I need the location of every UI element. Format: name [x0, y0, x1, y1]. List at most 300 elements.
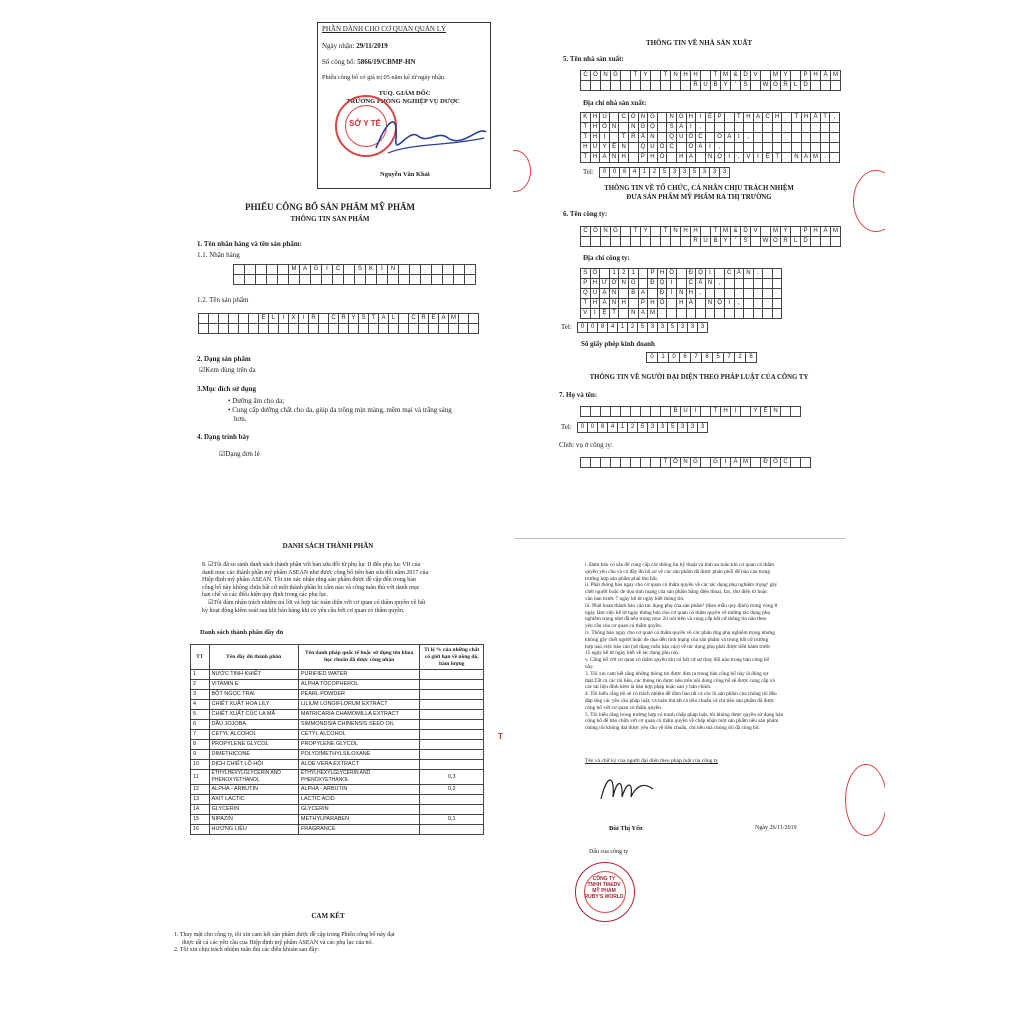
page-edge-seal: [845, 764, 885, 836]
char-box: O: [771, 236, 781, 247]
clause-line: trường hợp sản phẩm phải thu hồi.: [585, 575, 659, 582]
ingredient-inci: LACTIC ACID: [298, 795, 420, 805]
clause-line: này.: [585, 663, 594, 670]
clause-line: iv. Thông báo ngay cho cơ quan có thẩm quyền về các phản ứng phụ nghiêm trọng nhưng: [585, 629, 775, 636]
char-box: G: [711, 457, 721, 468]
char-box: Ọ: [648, 122, 658, 133]
char-box: S: [355, 264, 366, 275]
char-box: Q: [581, 288, 591, 299]
char-box: U: [701, 80, 711, 91]
ingredient-index: 15: [191, 815, 210, 825]
char-box: [601, 457, 611, 468]
char-box: P: [639, 298, 649, 309]
char-box: À: [600, 298, 610, 309]
page-ingredients: [150, 512, 506, 1024]
char-box: [459, 323, 469, 334]
char-box: [322, 274, 333, 285]
ingredient-inci: CETYL ALCOHOL: [298, 730, 420, 740]
char-box: T: [631, 226, 641, 237]
char-box: [309, 323, 319, 334]
char-box: V: [581, 308, 591, 319]
char-box: B: [711, 236, 721, 247]
char-box: E: [259, 313, 269, 324]
char-box: H: [681, 70, 691, 81]
ingredient-percent: [420, 740, 484, 750]
ingredient-name: DIMETHICONE: [209, 750, 298, 760]
section-4-value: ☑Dạng đơn lẻ: [219, 450, 260, 458]
char-box: 0: [578, 422, 588, 433]
char-box: Ổ: [671, 457, 681, 468]
representative-heading: THÔNG TIN VỀ NGƯỜI ĐẠI DIỆN THEO PHÁP LUẬT CỦA CÔNG TY: [589, 374, 809, 381]
char-box: N: [619, 142, 629, 153]
clause-line: ii. Phải thông báo ngay cho cơ quan có thẩm quyền về các tác dụng phụ nghiêm trọng¹ gây: [585, 582, 778, 589]
char-box: [611, 80, 621, 91]
char-box: [631, 80, 641, 91]
char-box: I: [754, 152, 764, 163]
char-box: 0: [647, 352, 658, 363]
section-7-label: 7. Họ và tên:: [559, 391, 598, 399]
manufacturer-address-label: Địa chỉ nhà sản xuất:: [583, 99, 647, 107]
char-box: [289, 323, 299, 334]
responsible-heading-1: THÔNG TIN VỀ TỔ CHỨC, CÁ NHÂN CHỊU TRÁCH NHIỆM: [604, 185, 794, 192]
char-box: I: [667, 278, 677, 289]
char-box: [454, 274, 465, 285]
char-box: [581, 80, 591, 91]
char-box: 5: [713, 352, 724, 363]
char-box: A: [439, 313, 449, 324]
char-box: 0: [600, 167, 610, 178]
char-box: R: [781, 236, 791, 247]
char-box: [581, 457, 591, 468]
char-box: I: [299, 313, 309, 324]
char-box: 2: [650, 167, 660, 178]
ingredient-percent: [420, 805, 484, 815]
seal-caption: Dấu của công ty: [589, 849, 629, 855]
ingredient-index: 7: [191, 730, 210, 740]
char-box: Y: [600, 142, 610, 153]
ingredient-inci: FRAGRANCE: [298, 825, 420, 835]
ingredient-row: [191, 750, 484, 760]
char-box: [631, 457, 641, 468]
clause-line: hợp nào,việc báo cáo (sử dụng mẫu báo cáo) về tác dụng phụ phải được tiến hành trước: [585, 643, 771, 650]
manufacturer-box-row-2: [580, 80, 841, 91]
authority-signer: Nguyễn Văn Khải: [380, 171, 430, 178]
char-box: [791, 457, 801, 468]
char-box: [671, 80, 681, 91]
char-box: B: [711, 80, 721, 91]
char-box: H: [687, 112, 697, 123]
char-box: Q: [667, 132, 677, 143]
char-box: C: [581, 226, 591, 237]
char-box: Ố: [591, 268, 601, 279]
char-box: A: [300, 264, 311, 275]
char-box: L: [269, 313, 279, 324]
char-box: I: [696, 112, 706, 123]
char-box: [300, 274, 311, 285]
char-box: N: [744, 268, 754, 279]
char-box: 8: [620, 167, 630, 178]
ingredient-row: [191, 805, 484, 815]
char-box: T: [369, 313, 379, 324]
char-box: [651, 80, 661, 91]
char-box: &: [731, 226, 741, 237]
char-box: ,: [696, 288, 706, 299]
char-box: [256, 274, 267, 285]
char-box: Q: [639, 142, 649, 153]
page-commitment-signature: [515, 524, 885, 1024]
char-box: [667, 152, 677, 163]
char-box: G: [311, 264, 322, 275]
char-box: C: [781, 457, 791, 468]
clause-line: 15 ngày kể từ ngày biết về tác dụng phụ này.: [585, 650, 680, 657]
char-box: Ộ: [715, 298, 725, 309]
char-box: Ẩ: [821, 70, 831, 81]
ingredient-row: [191, 740, 484, 750]
char-box: I: [691, 406, 701, 417]
char-box: H: [591, 278, 601, 289]
char-box: G: [639, 122, 649, 133]
char-box: Ô: [629, 112, 639, 123]
ingredient-row: [191, 700, 484, 710]
char-box: [763, 308, 773, 319]
char-box: Ấ: [696, 278, 706, 289]
char-box: S: [667, 122, 677, 133]
char-box: C: [619, 112, 629, 123]
char-box: 1: [640, 167, 650, 178]
char-box: [735, 308, 745, 319]
validity-note: Phiếu công bố có giá trị 05 năm kể từ ngày nhận.: [322, 74, 446, 81]
char-box: B: [629, 288, 639, 299]
char-box: Ố: [771, 457, 781, 468]
char-box: [741, 406, 751, 417]
char-box: T: [661, 226, 671, 237]
char-box: [751, 236, 761, 247]
char-box: 8: [746, 352, 757, 363]
char-box: S: [741, 236, 751, 247]
char-box: Ệ: [706, 112, 716, 123]
char-box: ,: [696, 122, 706, 133]
char-box: M: [648, 308, 658, 319]
char-box: Y: [751, 406, 761, 417]
char-box: 1: [658, 352, 669, 363]
char-box: Ấ: [811, 112, 821, 123]
section-4-heading: 4. Dạng trình bày: [197, 433, 250, 441]
char-box: Ị: [731, 406, 741, 417]
ingredient-percent: [420, 670, 484, 680]
company-address-label: Địa chỉ công ty:: [583, 254, 630, 262]
ingredient-name: PROPYLENE GLYCOL: [209, 740, 298, 750]
char-box: M: [831, 70, 841, 81]
char-box: L: [791, 236, 801, 247]
char-box: [681, 80, 691, 91]
char-box: 2: [628, 422, 638, 433]
char-box: [421, 274, 432, 285]
char-box: Ệ: [600, 308, 610, 319]
ingredient-row: [191, 760, 484, 770]
char-box: [377, 274, 388, 285]
ingredient-index: 13: [191, 795, 210, 805]
address-box-row: [580, 152, 840, 163]
char-box: T: [711, 70, 721, 81]
char-box: [681, 236, 691, 247]
char-box: 0: [588, 322, 598, 333]
sign-role-2: TRƯỞNG PHÒNG NGHIỆP VỤ DƯỢC: [346, 98, 460, 105]
ingredient-inci: ALPHA TOCOPHEROL: [298, 680, 420, 690]
char-box: [701, 457, 711, 468]
section-5-label: 5. Tên nhà sản xuất:: [563, 55, 624, 63]
ingredient-row: [191, 785, 484, 795]
char-box: I: [377, 264, 388, 275]
char-box: H: [591, 122, 601, 133]
char-box: N: [610, 288, 620, 299]
char-box: H: [619, 298, 629, 309]
ingredient-index: 9: [191, 750, 210, 760]
char-box: 3: [698, 322, 708, 333]
char-box: M: [771, 226, 781, 237]
ingredient-inci: PROPYLENE GLYCOL: [298, 740, 420, 750]
char-box: T: [581, 132, 591, 143]
char-box: T: [735, 112, 745, 123]
char-box: Đ: [648, 278, 658, 289]
char-box: N: [388, 264, 399, 275]
char-box: N: [601, 226, 611, 237]
char-box: H: [677, 152, 687, 163]
char-box: [621, 80, 631, 91]
char-box: P: [715, 112, 725, 123]
char-box: [641, 406, 651, 417]
license-boxes: [646, 352, 757, 363]
char-box: [581, 406, 591, 417]
char-box: P: [639, 152, 649, 163]
char-box: [319, 323, 329, 334]
ingredient-inci: PURIFIED WATER: [298, 670, 420, 680]
char-box: [661, 406, 671, 417]
char-box: N: [681, 457, 691, 468]
clause-line: công bố để bào chữa với cơ quan có thẩm quyền về chấp nhận một sản phẩm nếu sản phẩm: [585, 718, 779, 725]
char-box: [641, 457, 651, 468]
char-box: [199, 323, 209, 334]
char-box: À: [687, 152, 697, 163]
char-box: [621, 406, 631, 417]
char-box: Y: [721, 80, 731, 91]
char-box: Á: [677, 122, 687, 133]
ingredient-name: NIPAZIN: [209, 815, 298, 825]
char-box: M: [771, 70, 781, 81]
char-box: T: [711, 406, 721, 417]
char-box: 5: [660, 167, 670, 178]
char-box: [744, 308, 754, 319]
char-box: I: [706, 142, 716, 153]
char-box: N: [792, 152, 802, 163]
ingredient-name: DẦU JOJOBA: [209, 720, 298, 730]
char-box: ': [731, 236, 741, 247]
char-box: I: [735, 132, 745, 143]
char-box: [631, 236, 641, 247]
char-box: I: [706, 268, 716, 279]
char-box: Ệ: [763, 152, 773, 163]
ingredient-table: [190, 644, 484, 835]
char-box: I: [322, 264, 333, 275]
char-box: I: [591, 308, 601, 319]
col-percent: Tỉ lệ % của những chất có giới hạn về nồng độ, hàm lượng: [420, 645, 484, 670]
char-box: Ộ: [715, 152, 725, 163]
ingredient-name: ETHYLHEXYLGLYCERIN AND PHENOXYETHANOL: [209, 770, 298, 785]
char-box: [439, 323, 449, 334]
char-box: 3: [710, 167, 720, 178]
char-box: A: [639, 288, 649, 299]
char-box: N: [706, 278, 716, 289]
manufacturer-heading: THÔNG TIN VỀ NHÀ SẢN XUẤT: [645, 39, 753, 47]
char-box: C: [333, 264, 344, 275]
position-boxes: [580, 457, 811, 468]
ingredient-inci: SIMMONDSIA CHINENSIS SEED OIL: [298, 720, 420, 730]
ingredient-name: NƯỚC TINH KHIẾT: [209, 670, 298, 680]
char-box: 3: [678, 422, 688, 433]
char-box: N: [706, 298, 716, 309]
char-box: U: [591, 288, 601, 299]
char-box: [651, 236, 661, 247]
char-box: [754, 308, 764, 319]
char-box: Ỹ: [781, 70, 791, 81]
company-seal-text: CÔNG TY TNHH TM&DV MỸ PHẨM RUBY'S WORLD: [584, 876, 624, 900]
ingredient-percent: [420, 795, 484, 805]
char-box: C: [409, 313, 419, 324]
char-box: Y: [641, 226, 651, 237]
char-box: [781, 406, 791, 417]
char-box: 3: [658, 422, 668, 433]
ingredient-row: [191, 825, 484, 835]
char-box: Ố: [687, 132, 697, 143]
ingredient-inci: ALPHA - ARBUTIN: [298, 785, 420, 795]
char-box: [339, 323, 349, 334]
char-box: Ì: [667, 288, 677, 299]
char-box: 8: [598, 322, 608, 333]
char-box: [379, 323, 389, 334]
char-box: Ạ: [754, 112, 764, 123]
char-box: [801, 457, 811, 468]
char-box: C: [725, 268, 735, 279]
ingredient-inci: METHYLPARABEN: [298, 815, 420, 825]
char-box: ,: [744, 132, 754, 143]
char-box: N: [601, 70, 611, 81]
char-box: N: [629, 308, 639, 319]
char-box: R: [691, 80, 701, 91]
ingredient-inci: LILIUM LONGIFLORUM EXTRACT: [298, 700, 420, 710]
char-box: [611, 406, 621, 417]
char-box: T: [581, 122, 591, 133]
char-box: [631, 406, 641, 417]
char-box: H: [677, 298, 687, 309]
doc-title: PHIẾU CÔNG BỐ SẢN PHẨM MỸ PHẨM: [245, 202, 415, 212]
char-box: [601, 236, 611, 247]
ingredient-percent: 0,2: [420, 785, 484, 795]
char-box: [344, 274, 355, 285]
ingredient-row: [191, 795, 484, 805]
ingredient-index: 12: [191, 785, 210, 795]
char-box: H: [591, 132, 601, 143]
char-box: [289, 274, 300, 285]
char-box: N: [648, 132, 658, 143]
ingredient-row: [191, 670, 484, 680]
company-tel-boxes: [577, 322, 708, 333]
col-tt: TT: [191, 645, 210, 670]
char-box: [369, 323, 379, 334]
char-box: H: [681, 226, 691, 237]
char-box: Đ: [687, 268, 697, 279]
char-box: V: [751, 226, 761, 237]
char-box: [751, 80, 761, 91]
char-box: Ờ: [610, 278, 620, 289]
number-row: Số công bố: 5866/19/CBMP-HN: [322, 58, 416, 66]
doc-subtitle: THÔNG TIN SẢN PHẨM: [290, 215, 370, 223]
page-manufacturer-info: [513, 0, 885, 510]
char-box: 5: [668, 322, 678, 333]
clause-line: 4. Tôi hiểu rằng tôi sẽ có trách nhiệm để đảm bảo tất cả các lô sản phẩm của chúng tôi đều: [585, 691, 777, 698]
clause-line: quyền yêu cầu và có đầy đủ hồ sơ về các sản phẩm đã được phân phối để báo cáo trong: [585, 568, 770, 575]
char-box: M: [721, 226, 731, 237]
char-box: X: [289, 313, 299, 324]
ingredient-index: 4: [191, 700, 210, 710]
clause-line: chúng tôi không đạt được yêu cầu về tiêu chuẩn, chỉ tiêu mà chúng tôi đã công bố.: [585, 725, 760, 732]
section-2-value: ☑Kem dùng trên da: [199, 366, 256, 374]
char-box: Ấ: [735, 268, 745, 279]
ingredient-name: DỊCH CHIẾT LÔ HỘI: [209, 760, 298, 770]
char-box: N: [619, 278, 629, 289]
char-box: [629, 152, 639, 163]
ingredient-index: 6: [191, 720, 210, 730]
brand-box-row-2: [233, 274, 476, 285]
char-box: [359, 323, 369, 334]
char-box: I: [725, 152, 735, 163]
char-box: V: [744, 152, 754, 163]
char-box: [234, 274, 245, 285]
char-box: Ỹ: [781, 226, 791, 237]
char-box: ,: [735, 298, 745, 309]
char-box: [443, 274, 454, 285]
char-box: Ậ: [600, 288, 610, 299]
char-box: I: [687, 122, 697, 133]
char-box: [399, 323, 409, 334]
char-box: 5: [638, 322, 648, 333]
ingredient-list-label: Danh sách thành phần đầy đủ: [200, 629, 284, 636]
char-box: P: [801, 226, 811, 237]
char-box: N: [610, 122, 620, 133]
ingredient-name: CETYL ALCOHOL: [209, 730, 298, 740]
representative-tel-boxes: [577, 422, 708, 433]
char-box: H: [721, 406, 731, 417]
char-box: U: [648, 142, 658, 153]
char-box: [389, 323, 399, 334]
char-box: M: [831, 226, 841, 237]
char-box: 0: [578, 322, 588, 333]
char-box: ,: [735, 152, 745, 163]
clause-line: văn bản trước 7 ngày kể từ ngày biết thông tin.: [585, 595, 685, 602]
clause-line: iii. Phải hoàn thành báo cáo tác dụng phụ của sản phẩm² (theo mẫu quy định) trong vòng 8: [585, 602, 778, 609]
clause-line: ngày làm việc kể từ ngày thông báo cho cơ quan có thẩm quyền về những tác dụng phụ: [585, 609, 771, 616]
char-box: [591, 406, 601, 417]
char-box: N: [629, 122, 639, 133]
char-box: [388, 274, 399, 285]
char-box: H: [648, 152, 658, 163]
char-box: 7: [724, 352, 735, 363]
char-box: R: [781, 80, 791, 91]
char-box: A: [379, 313, 389, 324]
char-box: 1: [618, 422, 628, 433]
char-box: [355, 274, 366, 285]
department-seal-text: SỞ Y TẾ: [349, 119, 381, 128]
ingredient-name: BỘT NGỌC TRAI: [209, 690, 298, 700]
char-box: R: [309, 313, 319, 324]
